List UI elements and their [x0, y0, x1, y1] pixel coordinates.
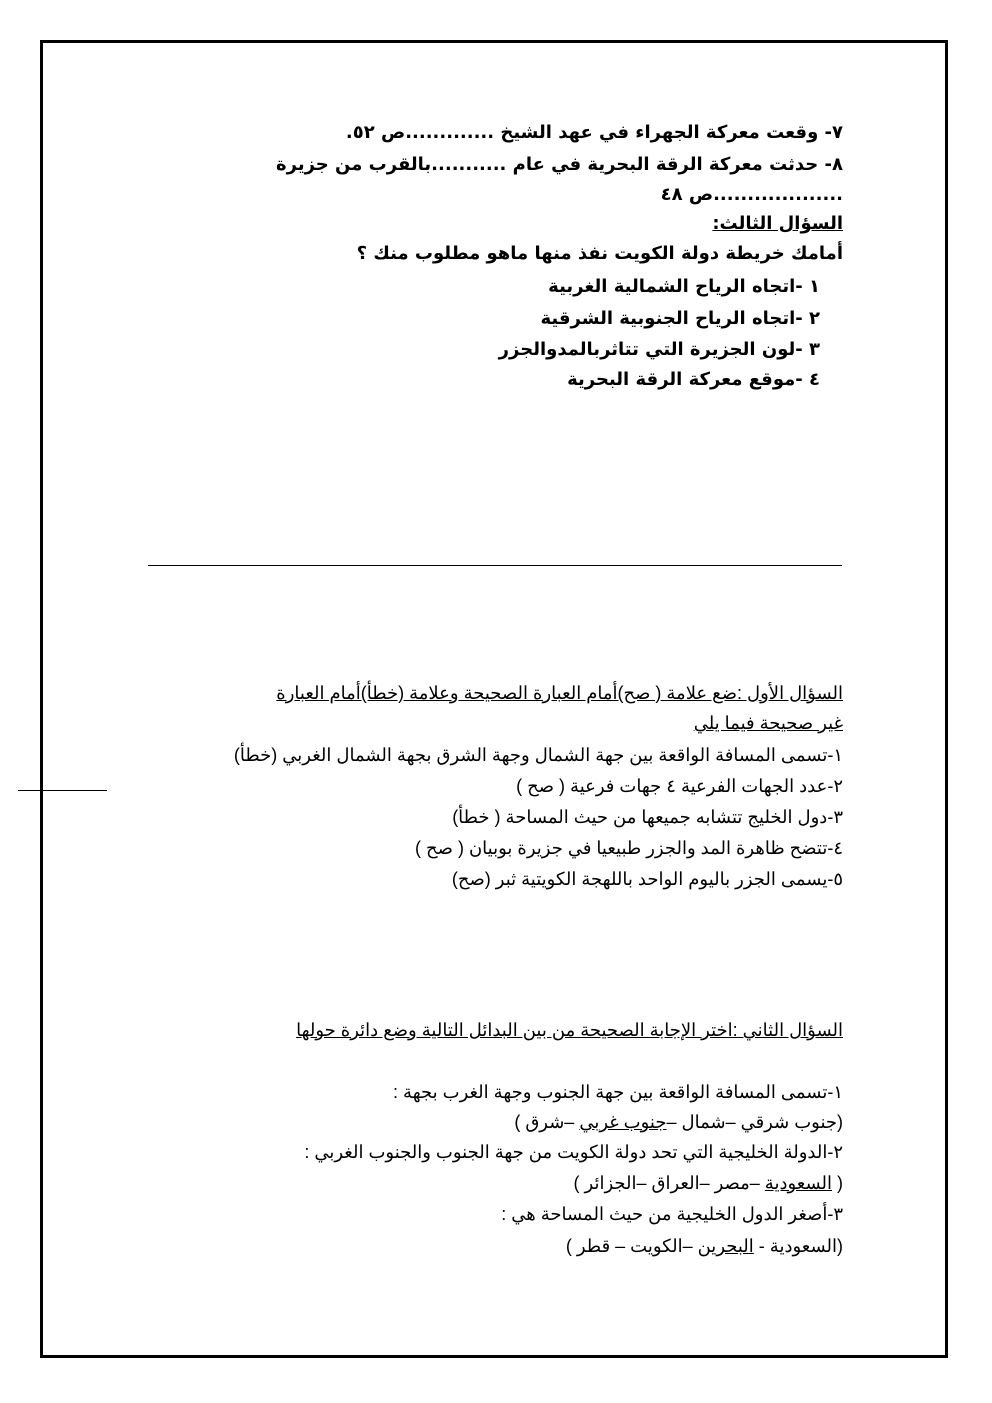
circled-answer-3: البحرين — [697, 1236, 754, 1256]
question-8: ٨- حدثت معركة الرقة البحرية في عام ...........بالقرب من جزيرة — [276, 154, 843, 175]
circled-answer-1: جنوب غربي — [579, 1112, 667, 1132]
q2-heading: السؤال الثاني :اختر الإجابة الصحيحة من بين البدائل التالية وضع دائرة حولها — [296, 1020, 843, 1040]
q2-question-2: ٢-الدولة الخليجية التي تحد دولة الكويت من جهة الجنوب والجنوب الغربي : — [304, 1142, 843, 1162]
circled-answer-2: السعودية — [764, 1173, 832, 1193]
margin-line — [18, 790, 107, 791]
q3-item-2: ٢ -اتجاه الرياح الجنوبية الشرقية — [540, 308, 820, 329]
q1-item-2: ٢-عدد الجهات الفرعية ٤ جهات فرعية ( صح ) — [516, 776, 843, 796]
q2-question-3: ٣-أصغر الدول الخليجية من حيث المساحة هي : — [501, 1204, 843, 1224]
q3-instruction: أمامك خريطة دولة الكويت نفذ منها ماهو مطلوب منك ؟ — [356, 243, 843, 264]
question-7: ٧- وقعت معركة الجهراء في عهد الشيخ .............ص ٥٢. — [345, 122, 843, 143]
q2-answer-2: ( السعودية –مصر –العراق –الجزائر ) — [573, 1173, 843, 1193]
q3-heading: السؤال الثالث: — [712, 213, 843, 234]
q2-answer-3: (السعودية - البحرين –الكويت – قطر ) — [565, 1236, 843, 1256]
q2-question-1: ١-تسمى المسافة الواقعة بين جهة الجنوب وجهة الغرب بجهة : — [393, 1082, 843, 1102]
q1-heading: السؤال الأول :ضع علامة ( صح)أمام العبارة الصحيحة وعلامة (خطأ)أمام العبارة — [276, 683, 843, 703]
q1-heading-cont: غير صحيحة فيما يلي — [693, 713, 843, 733]
q3-item-4: ٤ -موقع معركة الرقة البحرية — [567, 369, 820, 390]
q1-item-1: ١-تسمى المسافة الواقعة بين جهة الشمال وجهة الشرق بجهة الشمال الغربي (خطأ) — [233, 745, 843, 765]
q1-item-5: ٥-يسمى الجزر باليوم الواحد باللهجة الكويتية ثبر (صح) — [451, 869, 843, 889]
q1-item-4: ٤-تتضح ظاهرة المد والجزر طبيعيا في جزيرة بوبيان ( صح ) — [415, 838, 843, 858]
q2-answer-1: (جنوب شرقي –شمال –جنوب غربي –شرق ) — [514, 1112, 843, 1132]
section-divider — [148, 565, 842, 566]
q1-item-3: ٣-دول الخليج تتشابه جميعها من حيث المساحة ( خطأ) — [452, 807, 843, 827]
q3-item-3: ٣ -لون الجزيرة التي تتاثربالمدوالجزر — [498, 339, 820, 360]
question-8-cont: ...................ص ٤٨ — [660, 184, 843, 205]
q3-item-1: ١ -اتجاه الرياح الشمالية الغربية — [548, 276, 820, 297]
